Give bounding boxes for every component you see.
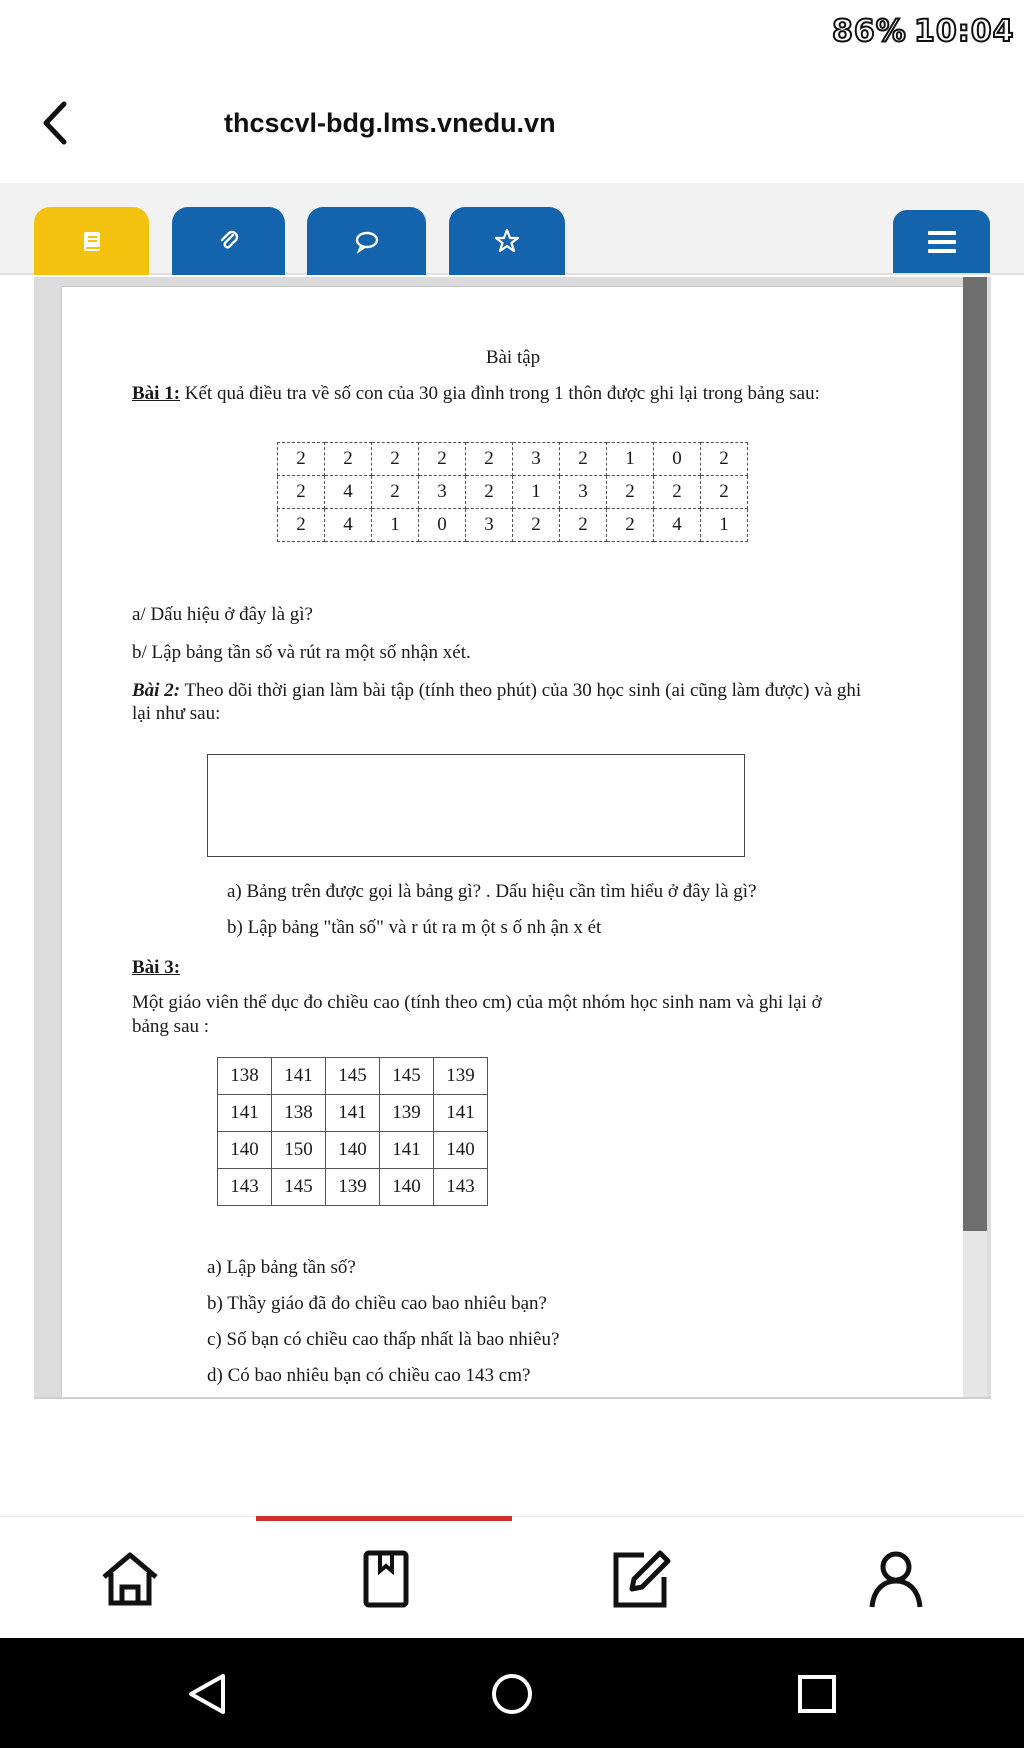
- table-row: 138 141 145 145 139: [218, 1058, 488, 1095]
- active-tab-indicator: [256, 1516, 512, 1521]
- bai1-question-b: b/ Lập bảng tần số và rút ra một số nhận xét.: [132, 642, 471, 663]
- bai3-question-d: d) Có bao nhiêu bạn có chiều cao 143 cm?: [207, 1365, 531, 1386]
- bai2-question-a: a) Bảng trên được gọi là bảng gì? . Dấu hiệu cần tìm hiểu ở đây là gì?: [227, 881, 757, 902]
- table-row: 2 2 2 2 2 3 2 1 0 2: [278, 443, 748, 476]
- tab-book[interactable]: [34, 207, 149, 275]
- chevron-left-icon: [36, 98, 76, 148]
- page-url[interactable]: thcscvl-bdg.lms.vnedu.vn: [224, 108, 556, 138]
- nav-library[interactable]: [354, 1547, 418, 1611]
- bai3-text-line2: bảng sau :: [132, 1016, 210, 1037]
- tab-attachments[interactable]: [172, 207, 285, 275]
- status-bar: [0, 0, 1024, 70]
- battery-level: 86%: [832, 14, 907, 49]
- bai3-question-c: c) Số bạn có chiều cao thấp nhất là bao nhiêu?: [207, 1329, 560, 1350]
- bai3-table: [217, 1057, 488, 1206]
- table-row: 2 4 2 3 2 1 3 2 2 2: [278, 476, 748, 509]
- nav-profile[interactable]: [864, 1547, 928, 1611]
- back-button[interactable]: [36, 98, 76, 148]
- square-recents-icon: [793, 1670, 841, 1718]
- document-title: Bài tập: [485, 347, 541, 368]
- profile-icon: [864, 1547, 928, 1611]
- system-back-button[interactable]: [183, 1670, 231, 1718]
- system-navigation: [0, 1638, 1024, 1748]
- table-row: 2 4 1 0 3 2 2 2 4 1: [278, 509, 748, 542]
- bai1-table: [277, 442, 748, 542]
- system-home-button[interactable]: [488, 1670, 536, 1718]
- paperclip-icon: [215, 227, 243, 255]
- bai2-text-line2: lại như sau:: [132, 703, 221, 724]
- bai3-question-a: a) Lập bảng tần số?: [207, 1257, 356, 1278]
- browser-bar: [0, 80, 1024, 170]
- bai1-question-a: a/ Dấu hiệu ở đây là gì?: [132, 604, 313, 625]
- bai3-question-b: b) Thầy giáo đã đo chiều cao bao nhiêu bạn?: [207, 1293, 547, 1314]
- bottom-navigation: [0, 1516, 1024, 1638]
- book-icon: [78, 227, 106, 255]
- document-scrollbar[interactable]: [963, 277, 987, 1399]
- document-page: [62, 287, 964, 1399]
- home-icon: [98, 1547, 162, 1611]
- hamburger-icon: [926, 228, 958, 256]
- clock: 10:04: [914, 14, 1015, 49]
- document-viewer[interactable]: [34, 277, 991, 1399]
- scrollbar-thumb[interactable]: [963, 277, 987, 1231]
- bai2-data-box: [207, 754, 745, 857]
- bai3-heading: Bài 3:: [132, 957, 181, 978]
- nav-assignments[interactable]: [608, 1547, 672, 1611]
- menu-button[interactable]: [893, 210, 990, 273]
- table-row: 141 138 141 139 141: [218, 1095, 488, 1132]
- tab-favorites[interactable]: [449, 207, 565, 275]
- tab-strip: [0, 183, 1024, 275]
- bai2-question-b: b) Lập bảng "tần số" và r út ra m ột s ố nh ận x ét: [227, 917, 602, 938]
- bookmark-book-icon: [354, 1547, 418, 1611]
- circle-home-icon: [488, 1670, 536, 1718]
- bai2-heading: Bài 2: Theo dõi thời gian làm bài tập (tính theo phút) của 30 học sinh (ai cũng làm được) và ghi: [132, 680, 862, 701]
- triangle-back-icon: [183, 1670, 231, 1718]
- edit-icon: [608, 1547, 672, 1611]
- table-row: 143 145 139 140 143: [218, 1169, 488, 1206]
- comment-icon: [353, 227, 381, 255]
- nav-home[interactable]: [98, 1547, 162, 1611]
- bai3-text-line1: Một giáo viên thể dục đo chiều cao (tính theo cm) của một nhóm học sinh nam và ghi lại ở: [132, 992, 822, 1013]
- system-recents-button[interactable]: [793, 1670, 841, 1718]
- bai1-heading: Bài 1: Kết quả điều tra về số con của 30 gia đình trong 1 thôn được ghi lại trong bảng sau:: [132, 383, 820, 404]
- tab-comments[interactable]: [307, 207, 426, 275]
- table-row: 140 150 140 141 140: [218, 1132, 488, 1169]
- star-icon: [493, 227, 521, 255]
